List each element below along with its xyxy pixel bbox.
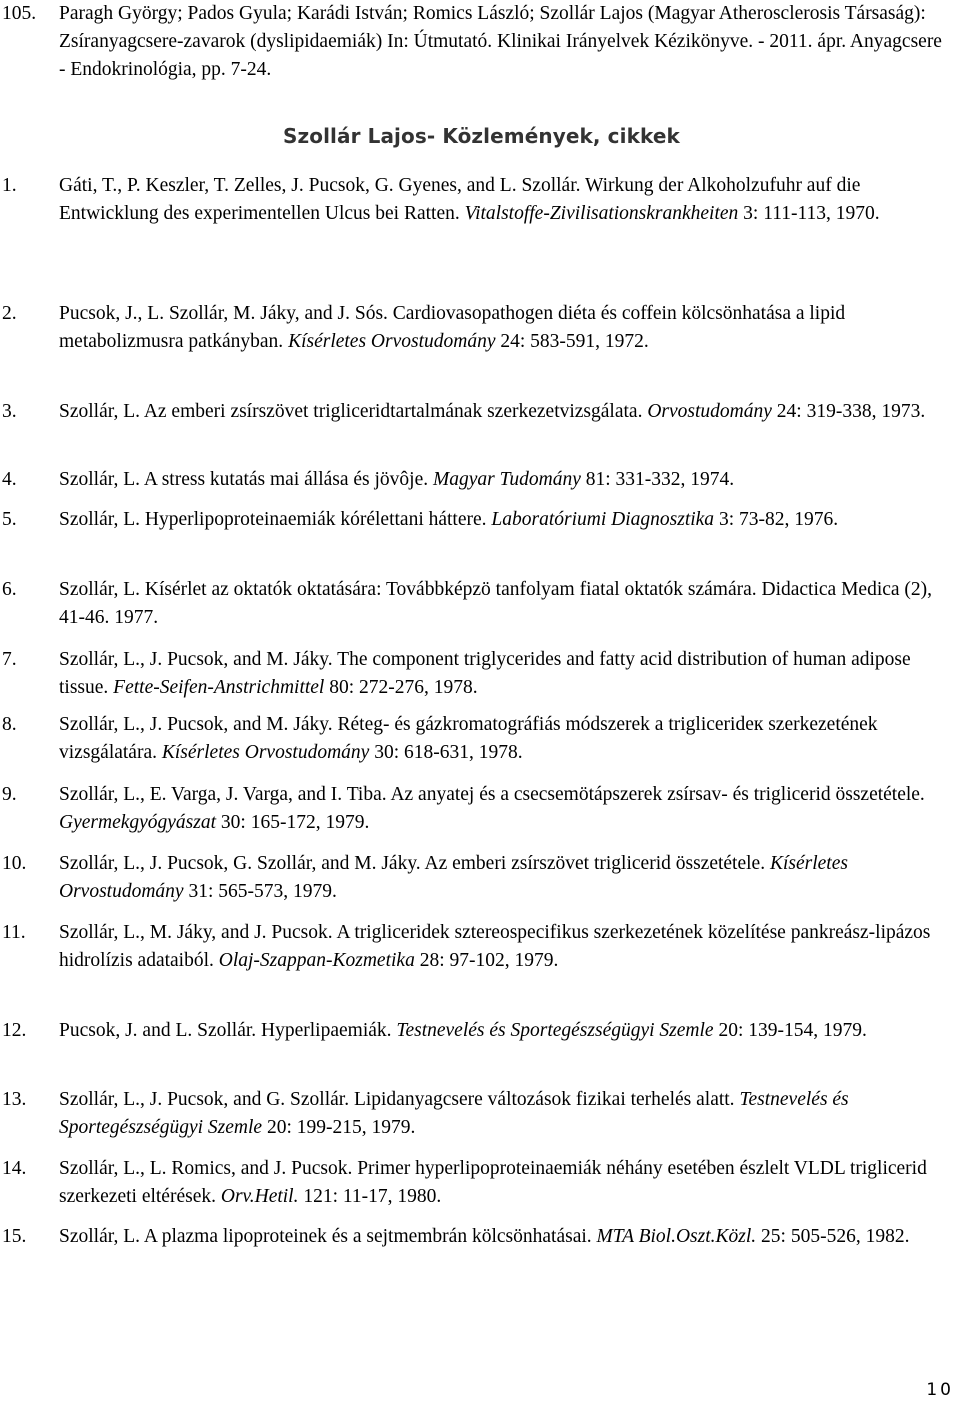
reference-text [59, 0, 951, 84]
citation: 25: 505-526, 1982. [761, 1226, 910, 1247]
entry-number: 14. [2, 1158, 27, 1179]
title: Kísérlet az oktatók oktatására: Továbbképzö tanfolyam fiatal oktatók számára. Didactica Medica (2), 41-46. 1977. [59, 579, 933, 628]
reference-text [59, 919, 951, 975]
title: Wirkung der Alkoholzufuhr auf die Entwicklung des experimentellen Ulcus bei Ratten. [59, 175, 861, 224]
authors: Szollár, L., J. Pucsok, G. Szollár, and M. Jáky. [59, 853, 421, 874]
journal-name: Laboratóriumi Diagnosztika [491, 509, 715, 530]
citation: 3: 73-82, 1976. [718, 509, 839, 530]
entry-number: 11. [2, 922, 26, 943]
reference-text [59, 398, 951, 426]
title: Lipidanyagcsere változások fizikai terhelés alatt. [353, 1089, 735, 1110]
reference-text [59, 1223, 951, 1251]
title: Réteg- és gázkromatográfiás módszerek a triglicerideк szerkezetének vizsgálatára. [59, 714, 878, 763]
reference-text [59, 506, 951, 534]
journal-name: Kísérletes Orvostudomány [161, 742, 370, 763]
authors: Szollár, L., L. Romics, and J. Pucsok. [59, 1158, 353, 1179]
authors: Szollár, L. [59, 1226, 140, 1247]
title: Zsíranyagcsere-zavarok (dyslipidaemiák) In: Útmutató. Klinikai Irányelvek Kézikönyve. - 2011. ápr. Anyagcsere - Endokrinológia, pp. 7-24. [59, 31, 942, 80]
title: Hyperlipaemiák. [261, 1020, 392, 1041]
citation: 121: 11-17, 1980. [303, 1186, 442, 1207]
title: Primer hyperlipoproteinaemiák néhány esetében észlelt VLDL triglicerid szerkezeti eltérések. [59, 1158, 927, 1207]
reference-text [59, 466, 951, 494]
authors: Szollár, L. [59, 509, 140, 530]
journal-name: Kísérletes Orvostudomány [59, 853, 848, 902]
title: A plazma lipoproteinek és a sejtmembrán kölcsönhatásai. [143, 1226, 592, 1247]
citation: 31: 565-573, 1979. [188, 881, 337, 902]
journal-name: Kísérletes Orvostudomány [288, 331, 496, 352]
entry-number: 10. [2, 853, 27, 874]
citation: 20: 199-215, 1979. [266, 1117, 416, 1138]
reference-text [59, 1086, 951, 1142]
reference-text [59, 1017, 951, 1045]
title: Az emberi zsírszövet trigliceridtartalmának szerkezetvizsgálata. [143, 401, 643, 422]
authors: Szollár, L., M. Jáky, and J. Pucsok. [59, 922, 333, 943]
citation: 20: 139-154, 1979. [718, 1020, 867, 1041]
citation: 24: 583-591, 1972. [500, 331, 649, 352]
entry-number: 13. [2, 1089, 27, 1110]
journal-name: Testnevelés és Sportegészségügyi Szemle [396, 1020, 714, 1041]
journal-name: MTA Biol.Oszt.Közl. [596, 1226, 757, 1247]
citation: 30: 618-631, 1978. [374, 742, 523, 763]
authors: Pucsok, J. and L. Szollár. [59, 1020, 257, 1041]
title: A trigliceridek sztereospecifikus szerkezetének közelítése pankreász-lipázos hidrolízis adataiból. [59, 922, 931, 971]
journal-name: Magyar Tudomány [433, 469, 581, 490]
citation: 24: 319-338, 1973. [776, 401, 926, 422]
entry-number: 4. [2, 469, 17, 490]
reference-text [59, 1155, 951, 1211]
authors: Szollár, L. [59, 579, 140, 600]
title: The component triglycerides and fatty acid distribution of human adipose tissue. [59, 649, 911, 698]
authors: Szollár, L., E. Varga, J. Varga, and I. Tiba. [59, 784, 387, 805]
citation: 30: 165-172, 1979. [220, 812, 370, 833]
journal-name: Vitalstoffe-Zivilisationskrankheiten [464, 203, 739, 224]
title: Cardiovasopathogen diéta és coffein kölcsönhatása a lipid metabolizmusra patkányban. [59, 303, 846, 352]
journal-name: Olaj-Szappan-Kozmetika [218, 950, 415, 971]
entry-number: 7. [2, 649, 17, 670]
citation: 81: 331-332, 1974. [585, 469, 735, 490]
citation: 28: 97-102, 1979. [419, 950, 559, 971]
authors: Paragh György; Pados Gyula; Karádi István; Romics László; Szollár Lajos (Magyar Atherosclerosis Társaság): [59, 3, 926, 24]
entry-number: 15. [2, 1226, 27, 1247]
authors: Szollár, L., J. Pucsok, and M. Jáky. [59, 649, 333, 670]
citation: 3: 111-113, 1970. [743, 203, 880, 224]
authors: Gáti, T., P. Keszler, T. Zelles, J. Pucsok, G. Gyenes, and L. Szollár. [59, 175, 581, 196]
title: Az anyatej és a csecsemötápszerek zsírsav- és triglicerid összetétele. [390, 784, 925, 805]
authors: Pucsok, J., L. Szollár, M. Jáky, and J. Sós. [59, 303, 388, 324]
journal-name: Fette-Seifen-Anstrichmittel [113, 677, 325, 698]
entry-number: 5. [2, 509, 17, 530]
title: Hyperlipoproteinaemiák kórélettani háttere. [144, 509, 487, 530]
section-heading: Szollár Lajos- Közlemények, cikkek [283, 124, 680, 148]
reference-text [59, 576, 951, 632]
reference-text [59, 646, 951, 702]
reference-text [59, 300, 951, 356]
reference-text [59, 711, 951, 767]
authors: Szollár, L., J. Pucsok, and M. Jáky. [59, 714, 333, 735]
citation: 80: 272-276, 1978. [329, 677, 478, 698]
entry-number: 1. [2, 175, 17, 196]
journal-name: Gyermekgyógyászat [59, 812, 217, 833]
title: A stress kutatás mai állása és jövôje. [143, 469, 429, 490]
reference-text [59, 850, 951, 906]
entry-number: 12. [2, 1020, 27, 1041]
page-number: 10 [926, 1380, 954, 1400]
entry-number: 105. [2, 3, 37, 24]
title: Az emberi zsírszövet triglicerid összetétele. [424, 853, 766, 874]
entry-number: 3. [2, 401, 17, 422]
authors: Szollár, L., J. Pucsok, and G. Szollár. [59, 1089, 350, 1110]
authors: Szollár, L. [59, 401, 140, 422]
entry-number: 2. [2, 303, 17, 324]
entry-number: 9. [2, 784, 17, 805]
entry-number: 6. [2, 579, 17, 600]
reference-text [59, 781, 951, 837]
reference-text [59, 172, 951, 228]
journal-name: Orv.Hetil. [220, 1186, 299, 1207]
authors: Szollár, L. [59, 469, 140, 490]
journal-name: Orvostudomány [647, 401, 772, 422]
entry-number: 8. [2, 714, 17, 735]
journal-name: Testnevelés és Sportegészségügyi Szemle [59, 1089, 849, 1138]
